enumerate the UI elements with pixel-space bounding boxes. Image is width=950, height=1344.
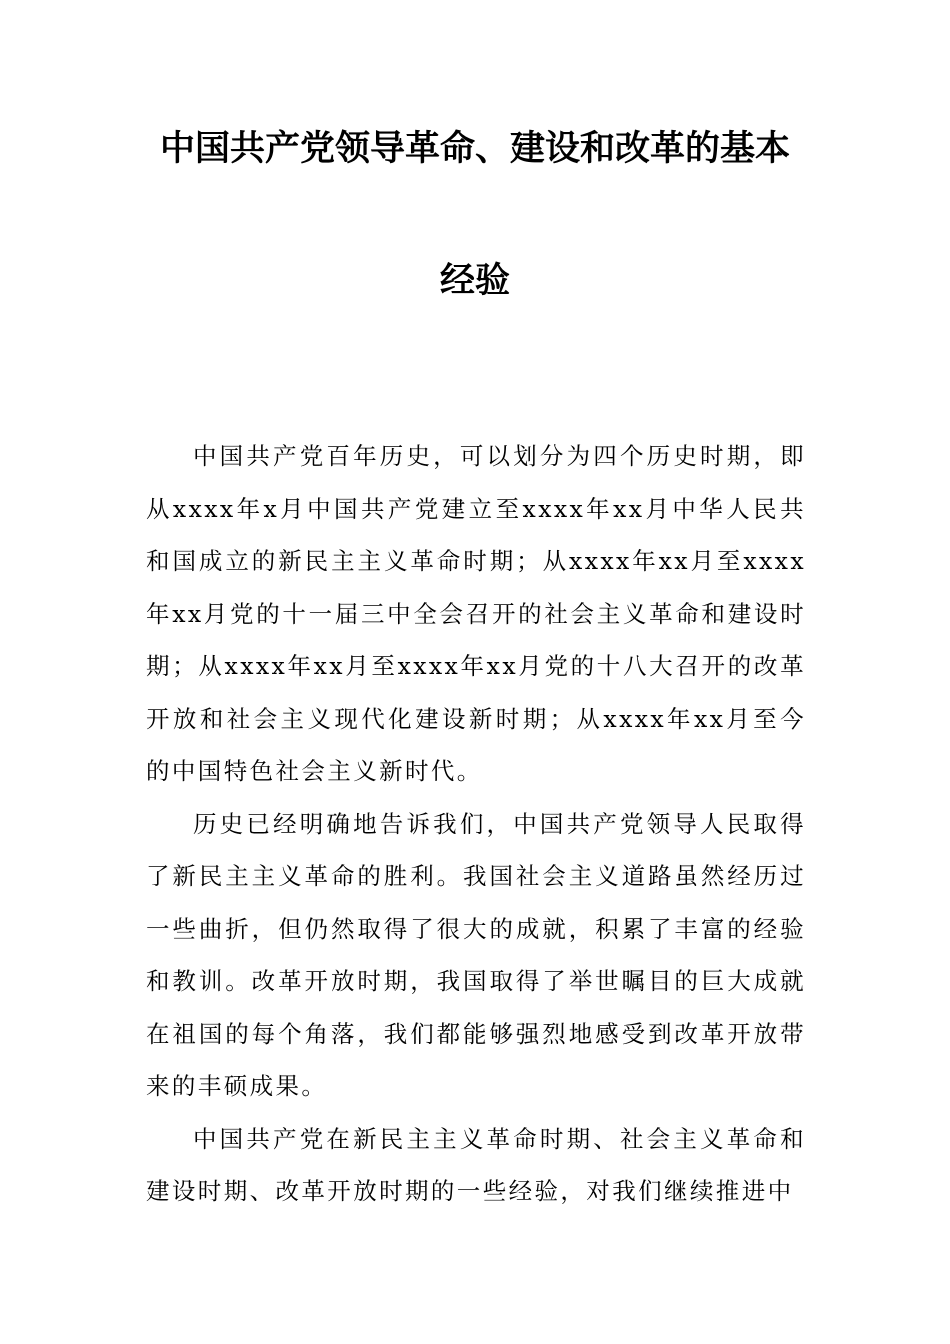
paragraph-1: 中国共产党百年历史，可以划分为四个历史时期，即从xxxx年x月中国共产党建立至xxxx年xx月中华人民共和国成立的新民主主义革命时期；从xxxx年xx月至xxxx年xx月党的十一届三中全会召开的社会主义革命和建设时期；从xxxx年xx月至xxxx年xx月党的十八大召开的改革开放和社会主义现代化建设新时期；从xxxx年xx月至今的中国特色社会主义新时代。 (146, 442, 806, 785)
document-title-line-2: 经验 (439, 261, 510, 301)
document-title-line-1: 中国共产党领导革命、建设和改革的基本 (159, 129, 790, 169)
paragraph-2: 历史已经明确地告诉我们，中国共产党领导人民取得了新民主主义革命的胜利。我国社会主义道路虽然经历过一些曲折，但仍然取得了很大的成就，积累了丰富的经验和教训。改革开放时期，我国取得了举世瞩目的巨大成就在祖国的每个角落，我们都能够强烈地感受到改革开放带来的丰硕成果。 (146, 809, 806, 1100)
paragraph-3: 中国共产党在新民主主义革命时期、社会主义革命和建设时期、改革开放时期的一些经验，对我们继续推进中 (146, 1124, 806, 1205)
document-body (146, 430, 806, 1218)
